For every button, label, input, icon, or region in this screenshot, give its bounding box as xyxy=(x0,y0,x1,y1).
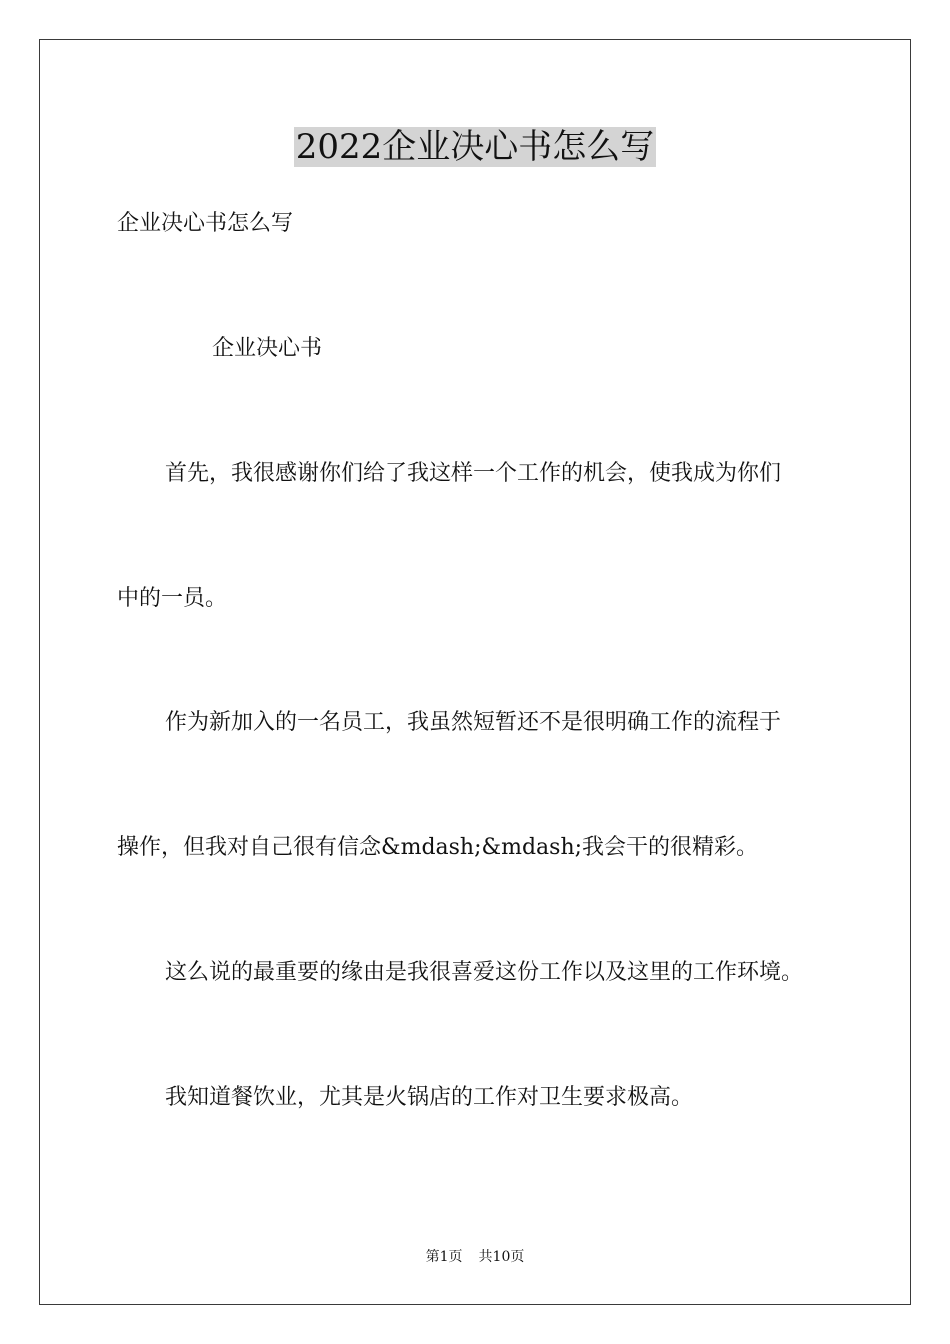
paragraph-line: 作为新加入的一名员工，我虽然短暂还不是很明确工作的流程于 xyxy=(165,710,782,735)
paragraph-line: 操作，但我对自己很有信念&mdash;&mdash;我会干的很精彩。 xyxy=(117,835,759,860)
page-footer xyxy=(0,1247,950,1267)
document-title-text: 2022企业决心书怎么写 xyxy=(295,127,655,167)
section-heading: 企业决心书 xyxy=(212,336,323,361)
page-number: 第1页 xyxy=(425,1249,463,1265)
subtitle-line: 企业决心书怎么写 xyxy=(117,211,294,236)
document-title xyxy=(0,124,950,170)
page-total: 共10页 xyxy=(478,1249,525,1265)
paragraph-line: 我知道餐饮业，尤其是火锅店的工作对卫生要求极高。 xyxy=(165,1085,694,1110)
paragraph-line: 首先，我很感谢你们给了我这样一个工作的机会，使我成为你们 xyxy=(165,461,782,486)
paragraph-line: 这么说的最重要的缘由是我很喜爱这份工作以及这里的工作环境。 xyxy=(165,960,804,985)
paragraph-line: 中的一员。 xyxy=(117,586,228,611)
